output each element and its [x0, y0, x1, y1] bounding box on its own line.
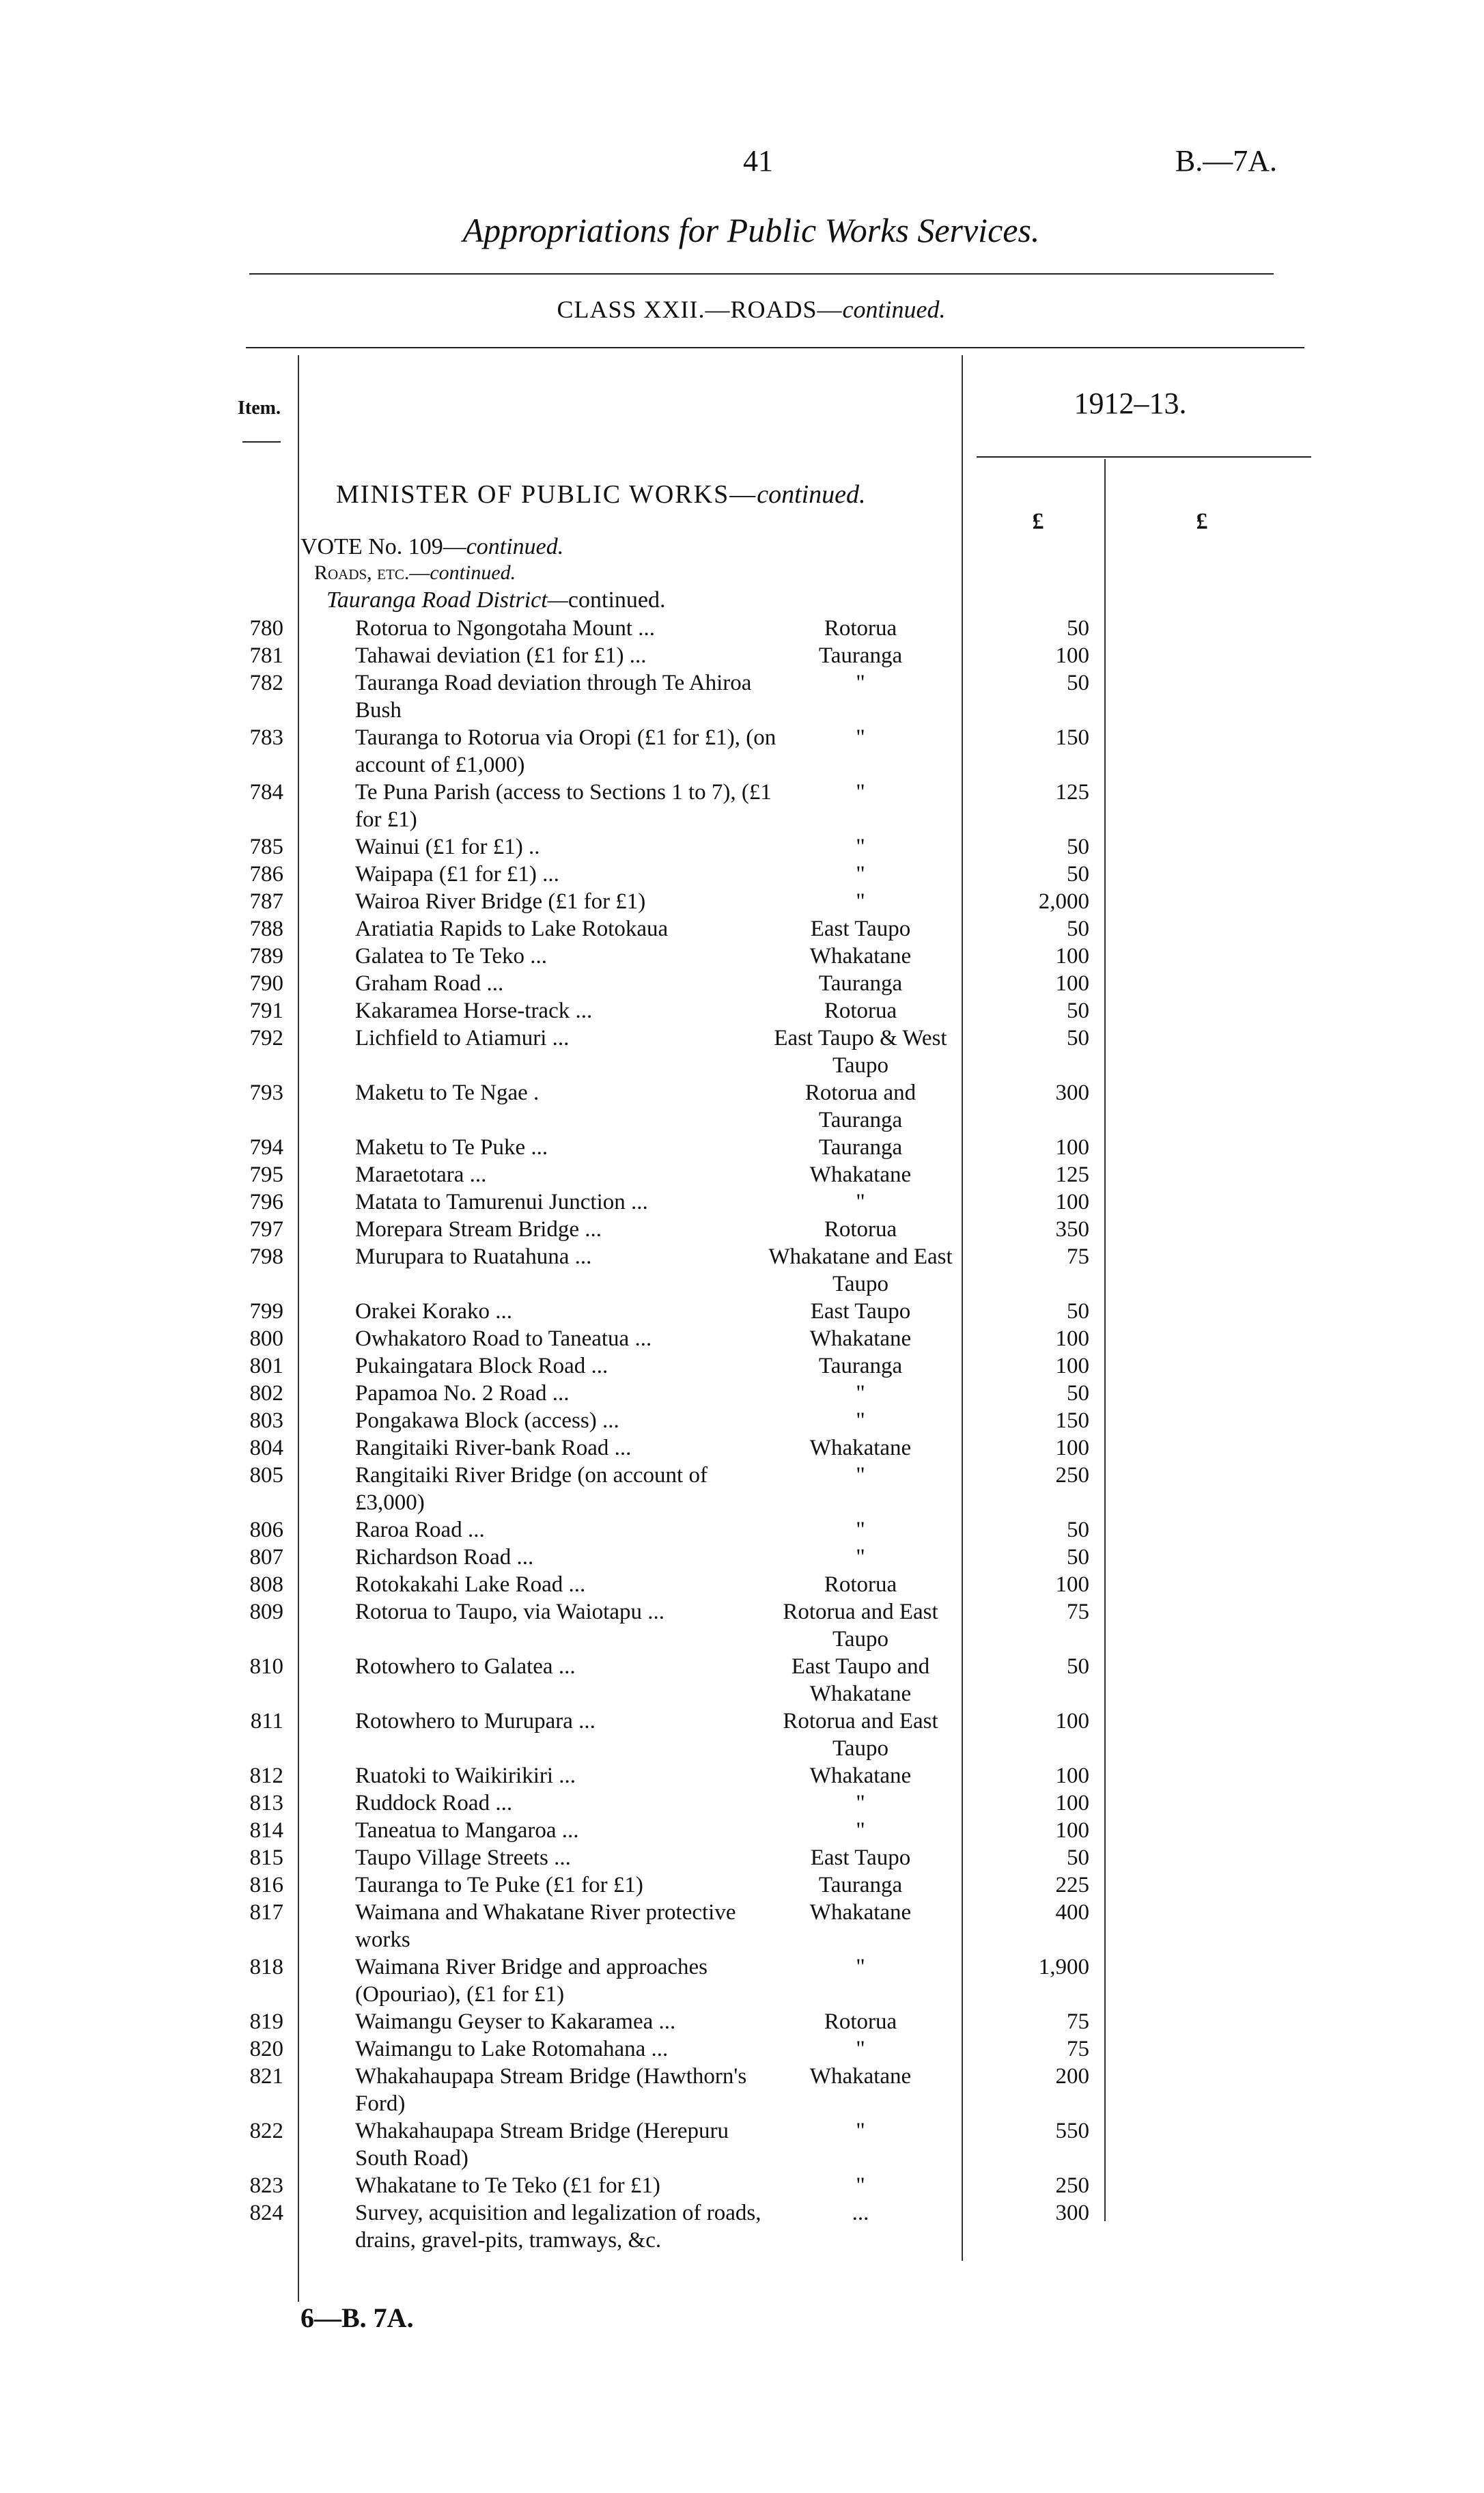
class-heading — [205, 295, 1298, 324]
electoral-district: Rotorua and East Taupo — [783, 1709, 938, 1761]
electoral-district: East Taupo — [810, 1299, 911, 1324]
roads-heading — [314, 561, 516, 585]
electoral-district: Rotorua — [824, 2009, 897, 2034]
item-number: 790 — [249, 971, 283, 996]
amount: 100 — [1055, 1818, 1089, 1843]
item-number: 784 — [249, 780, 283, 805]
amount: 100 — [1055, 1354, 1089, 1378]
electoral-district: Rotorua and East Taupo — [783, 1600, 938, 1652]
item-number: 808 — [249, 1572, 283, 1597]
item-number: 805 — [249, 1463, 283, 1488]
page-title: Appropriations for Public Works Services. — [462, 211, 1040, 249]
amount: 125 — [1055, 780, 1089, 805]
amount: 100 — [1055, 1436, 1089, 1460]
electoral-district: Whakatane — [809, 1900, 912, 1925]
amount: 100 — [1055, 971, 1089, 996]
table-row — [0, 1462, 1484, 1516]
work-description: Whakahaupapa Stream Bridge (Herepuru South Road) — [355, 2119, 729, 2171]
table-row — [0, 642, 1484, 669]
electoral-district: Rotorua — [824, 999, 897, 1023]
amount: 350 — [1055, 1217, 1089, 1242]
roads-heading-suffix: continued. — [430, 561, 516, 584]
work-description: Tauranga Road deviation through Te Ahiroa Bush — [355, 671, 752, 723]
item-number: 783 — [249, 725, 283, 750]
electoral-district: Rotorua — [824, 1217, 897, 1242]
page-signature: 6—B. 7A. — [300, 2302, 414, 2333]
electoral-district: Whakatane and East Taupo — [768, 1244, 953, 1296]
item-number: 823 — [249, 2173, 283, 2198]
minister-heading-suffix: continued. — [757, 480, 866, 509]
electoral-district: East Taupo & West Taupo — [774, 1026, 947, 1078]
document-reference: B.—7A. — [1175, 144, 1277, 178]
item-number: 791 — [249, 999, 283, 1023]
work-description: Rotorua to Ngongotaha Mount ... — [355, 616, 656, 641]
item-number: 789 — [249, 944, 283, 969]
amount: 50 — [1067, 835, 1089, 859]
table-row — [0, 1216, 1484, 1243]
electoral-district: " — [856, 889, 865, 914]
work-description: Rangitaiki River-bank Road ... — [355, 1436, 632, 1460]
table-row — [0, 669, 1484, 724]
electoral-district: " — [856, 862, 865, 887]
item-number: 785 — [249, 835, 283, 859]
work-description: Rotorua to Taupo, via Waiotapu ... — [355, 1600, 664, 1624]
item-number: 822 — [249, 2119, 283, 2143]
amount: 100 — [1055, 1572, 1089, 1597]
item-number: 819 — [249, 2009, 283, 2034]
item-number: 781 — [249, 643, 283, 668]
pound-sign-column-1: £ — [1032, 509, 1044, 534]
amount: 100 — [1055, 944, 1089, 969]
table-row — [0, 1762, 1484, 1789]
item-column-header: Item. — [238, 398, 281, 419]
year-underline — [977, 456, 1311, 458]
table-row — [0, 1598, 1484, 1653]
amount: 100 — [1055, 1135, 1089, 1160]
table-row — [0, 1789, 1484, 1817]
vote-heading — [300, 534, 563, 560]
item-number: 811 — [250, 1709, 283, 1733]
work-description: Whakatane to Te Teko (£1 for £1) — [355, 2173, 660, 2198]
work-description: Waimana River Bridge and approaches (Opouriao), (£1 for £1) — [355, 1955, 708, 2007]
work-description: Matata to Tamurenui Junction ... — [355, 1190, 648, 1214]
class-heading-text: CLASS XXII.—ROADS— — [557, 296, 843, 323]
table-row — [0, 1380, 1484, 1407]
amount: 75 — [1067, 1244, 1089, 1269]
item-number: 782 — [249, 671, 283, 695]
table-row — [0, 943, 1484, 970]
amount: 50 — [1067, 1381, 1089, 1406]
item-number: 787 — [249, 889, 283, 914]
electoral-district: Tauranga — [818, 1873, 903, 1897]
table-row — [0, 888, 1484, 915]
electoral-district: Whakatane — [809, 1326, 912, 1351]
year-column-header: 1912–13. — [1074, 387, 1187, 420]
electoral-district: East Taupo — [810, 917, 911, 941]
item-number: 804 — [249, 1436, 283, 1460]
work-description: Waimangu to Lake Rotomahana ... — [355, 2037, 669, 2061]
table-row — [0, 615, 1484, 642]
table-row — [0, 970, 1484, 997]
amount: 50 — [1067, 1299, 1089, 1324]
electoral-district: Tauranga — [818, 1354, 903, 1378]
table-row — [0, 1871, 1484, 1899]
table-row — [0, 724, 1484, 779]
item-number: 815 — [249, 1846, 283, 1870]
item-number: 797 — [249, 1217, 283, 1242]
electoral-district: " — [856, 1518, 865, 1542]
item-number: 816 — [249, 1873, 283, 1897]
vote-heading-suffix: continued. — [466, 534, 564, 559]
class-heading-suffix: continued. — [842, 296, 946, 323]
table-row — [0, 833, 1484, 861]
electoral-district: " — [856, 1408, 865, 1433]
electoral-district: Whakatane — [809, 944, 912, 969]
item-number: 799 — [249, 1299, 283, 1324]
table-row — [0, 1025, 1484, 1079]
electoral-district: " — [856, 780, 865, 805]
item-number: 820 — [249, 2037, 283, 2061]
work-description: Murupara to Ruatahuna ... — [355, 1244, 592, 1269]
electoral-district: Tauranga — [818, 971, 903, 996]
amount: 50 — [1067, 1654, 1089, 1679]
work-description: Graham Road ... — [355, 971, 504, 996]
electoral-district: Whakatane — [809, 1764, 912, 1788]
electoral-district: " — [856, 835, 865, 859]
work-description: Kakaramea Horse-track ... — [355, 999, 593, 1023]
item-number: 796 — [249, 1190, 283, 1214]
amount: 100 — [1055, 1764, 1089, 1788]
amount: 50 — [1067, 1545, 1089, 1570]
table-row — [0, 2008, 1484, 2035]
table-row — [0, 779, 1484, 833]
table-row — [0, 1434, 1484, 1462]
minister-heading — [336, 479, 866, 510]
table-row — [0, 1899, 1484, 1953]
work-description: Taupo Village Streets ... — [355, 1846, 571, 1870]
electoral-district: " — [856, 671, 865, 695]
item-number: 813 — [249, 1791, 283, 1815]
amount: 250 — [1055, 1463, 1089, 1488]
item-number: 809 — [249, 1600, 283, 1624]
table-row — [0, 1953, 1484, 2008]
work-description: Richardson Road ... — [355, 1545, 534, 1570]
work-description: Morepara Stream Bridge ... — [355, 1217, 602, 1242]
item-number: 788 — [249, 917, 283, 941]
item-number: 810 — [249, 1654, 283, 1679]
amount: 75 — [1067, 1600, 1089, 1624]
item-number: 814 — [249, 1818, 283, 1843]
work-description: Aratiatia Rapids to Lake Rotokaua — [355, 917, 669, 941]
electoral-district: " — [856, 1190, 865, 1214]
item-number: 793 — [249, 1081, 283, 1105]
amount: 125 — [1055, 1162, 1089, 1187]
item-number: 817 — [249, 1900, 283, 1925]
electoral-district: East Taupo and Whakatane — [791, 1654, 930, 1706]
item-number: 780 — [249, 616, 283, 641]
work-description: Waipapa (£1 for £1) ... — [355, 862, 559, 887]
work-description: Ruddock Road ... — [355, 1791, 513, 1815]
work-description: Rotowhero to Murupara ... — [355, 1709, 596, 1733]
amount: 250 — [1055, 2173, 1089, 2198]
table-row — [0, 2035, 1484, 2063]
work-description: Orakei Korako ... — [355, 1299, 513, 1324]
amount: 50 — [1067, 616, 1089, 641]
table-row — [0, 1161, 1484, 1188]
work-description: Pukaingatara Block Road ... — [355, 1354, 608, 1378]
work-description: Papamoa No. 2 Road ... — [355, 1381, 570, 1406]
electoral-district: Rotorua and Tauranga — [804, 1081, 916, 1132]
page-number: 41 — [743, 144, 773, 178]
table-top-rule — [246, 347, 1304, 348]
item-number: 824 — [249, 2201, 283, 2225]
title-rule — [249, 273, 1274, 275]
amount: 50 — [1067, 671, 1089, 695]
item-number: 806 — [249, 1518, 283, 1542]
electoral-district: Whakatane — [809, 1162, 912, 1187]
item-number: 794 — [249, 1135, 283, 1160]
amount: 75 — [1067, 2037, 1089, 2061]
pound-sign-column-2: £ — [1196, 509, 1208, 534]
electoral-district: " — [856, 1463, 865, 1488]
appropriation-rows — [0, 615, 1484, 2281]
item-number: 803 — [249, 1408, 283, 1433]
table-row — [0, 1817, 1484, 1844]
electoral-district: Rotorua — [824, 616, 897, 641]
table-row — [0, 1134, 1484, 1161]
amount: 550 — [1055, 2119, 1089, 2143]
electoral-district: Tauranga — [818, 1135, 903, 1160]
table-row — [0, 915, 1484, 943]
work-description: Wairoa River Bridge (£1 for £1) — [355, 889, 646, 914]
electoral-district: " — [856, 1818, 865, 1843]
item-number: 801 — [249, 1354, 283, 1378]
vote-heading-text: VOTE No. 109— — [300, 534, 466, 559]
table-row — [0, 1516, 1484, 1544]
amount: 100 — [1055, 643, 1089, 668]
electoral-district: " — [856, 1955, 865, 1979]
item-number: 798 — [249, 1244, 283, 1269]
table-row — [0, 2117, 1484, 2172]
amount: 50 — [1067, 1518, 1089, 1542]
electoral-district: Whakatane — [809, 1436, 912, 1460]
amount: 50 — [1067, 1846, 1089, 1870]
table-row — [0, 1844, 1484, 1871]
electoral-district: " — [856, 2037, 865, 2061]
table-row — [0, 1407, 1484, 1434]
roads-heading-text: Roads, etc.— — [314, 561, 430, 584]
electoral-district: Rotorua — [824, 1572, 897, 1597]
item-number: 786 — [249, 862, 283, 887]
table-row — [0, 861, 1484, 888]
item-number: 818 — [249, 1955, 283, 1979]
amount: 225 — [1055, 1873, 1089, 1897]
table-row — [0, 1325, 1484, 1352]
table-row — [0, 2199, 1484, 2281]
district-heading-suffix: continued. — [568, 587, 666, 613]
item-number: 792 — [249, 1026, 283, 1050]
work-description: Tauranga to Rotorua via Oropi (£1 for £1), (on account of £1,000) — [355, 725, 776, 777]
item-number: 821 — [249, 2064, 283, 2089]
district-heading-text: Tauranga Road District— — [326, 587, 568, 613]
table-row — [0, 1653, 1484, 1708]
amount: 50 — [1067, 862, 1089, 887]
amount: 50 — [1067, 917, 1089, 941]
amount: 50 — [1067, 1026, 1089, 1050]
work-description: Waimana and Whakatane River protective works — [355, 1900, 736, 1952]
work-description: Galatea to Te Teko ... — [355, 944, 547, 969]
amount: 150 — [1055, 725, 1089, 750]
amount: 1,900 — [1038, 1955, 1089, 1979]
item-number: 812 — [249, 1764, 283, 1788]
electoral-district: ... — [852, 2201, 869, 2225]
amount: 100 — [1055, 1190, 1089, 1214]
work-description: Tauranga to Te Puke (£1 for £1) — [355, 1873, 643, 1897]
work-description: Maketu to Te Puke ... — [355, 1135, 548, 1160]
work-description: Wainui (£1 for £1) .. — [355, 835, 540, 859]
work-description: Waimangu Geyser to Kakaramea ... — [355, 2009, 676, 2034]
amount: 75 — [1067, 2009, 1089, 2034]
work-description: Maraetotara ... — [355, 1162, 487, 1187]
amount: 150 — [1055, 1408, 1089, 1433]
work-description: Pongakawa Block (access) ... — [355, 1408, 619, 1433]
table-row — [0, 1571, 1484, 1598]
work-description: Owhakatoro Road to Taneatua ... — [355, 1326, 652, 1351]
work-description: Whakahaupapa Stream Bridge (Hawthorn's Ford) — [355, 2064, 747, 2116]
electoral-district: " — [856, 2173, 865, 2198]
amount: 300 — [1055, 1081, 1089, 1105]
item-number: 802 — [249, 1381, 283, 1406]
work-description: Taneatua to Mangaroa ... — [355, 1818, 579, 1843]
work-description: Te Puna Parish (access to Sections 1 to 7), (£1 for £1) — [355, 780, 772, 832]
table-row — [0, 1352, 1484, 1380]
amount: 100 — [1055, 1709, 1089, 1733]
table-row — [0, 1079, 1484, 1134]
table-row — [0, 1243, 1484, 1298]
electoral-district: Tauranga — [818, 643, 903, 668]
amount: 300 — [1055, 2201, 1089, 2225]
electoral-district: " — [856, 725, 865, 750]
table-row — [0, 2172, 1484, 2199]
item-number: 800 — [249, 1326, 283, 1351]
amount: 100 — [1055, 1791, 1089, 1815]
work-description: Maketu to Te Ngae . — [355, 1081, 540, 1105]
electoral-district: Whakatane — [809, 2064, 912, 2089]
item-number: 807 — [249, 1545, 283, 1570]
table-row — [0, 1544, 1484, 1571]
electoral-district: East Taupo — [810, 1846, 911, 1870]
work-description: Rotokakahi Lake Road ... — [355, 1572, 586, 1597]
electoral-district: " — [856, 2119, 865, 2143]
work-description: Tahawai deviation (£1 for £1) ... — [355, 643, 647, 668]
amount: 50 — [1067, 999, 1089, 1023]
work-description: Ruatoki to Waikirikiri ... — [355, 1764, 576, 1788]
electoral-district: " — [856, 1381, 865, 1406]
work-description: Survey, acquisition and legalization of roads, drains, gravel-pits, tramways, &c. — [355, 2201, 761, 2253]
item-number: 795 — [249, 1162, 283, 1187]
work-description: Raroa Road ... — [355, 1518, 485, 1542]
amount: 2,000 — [1038, 889, 1089, 914]
work-description: Rotowhero to Galatea ... — [355, 1654, 576, 1679]
table-row — [0, 997, 1484, 1025]
minister-heading-text: MINISTER OF PUBLIC WORKS— — [336, 480, 757, 509]
table-row — [0, 2063, 1484, 2117]
work-description: Rangitaiki River Bridge (on account of £3,000) — [355, 1463, 708, 1515]
electoral-district: " — [856, 1545, 865, 1570]
item-underline — [242, 441, 281, 443]
table-row — [0, 1708, 1484, 1762]
work-description: Lichfield to Atiamuri ... — [355, 1026, 570, 1050]
amount: 200 — [1055, 2064, 1089, 2089]
table-row — [0, 1188, 1484, 1216]
electoral-district: " — [856, 1791, 865, 1815]
amount: 100 — [1055, 1326, 1089, 1351]
district-heading — [326, 587, 666, 613]
amount: 400 — [1055, 1900, 1089, 1925]
table-row — [0, 1298, 1484, 1325]
